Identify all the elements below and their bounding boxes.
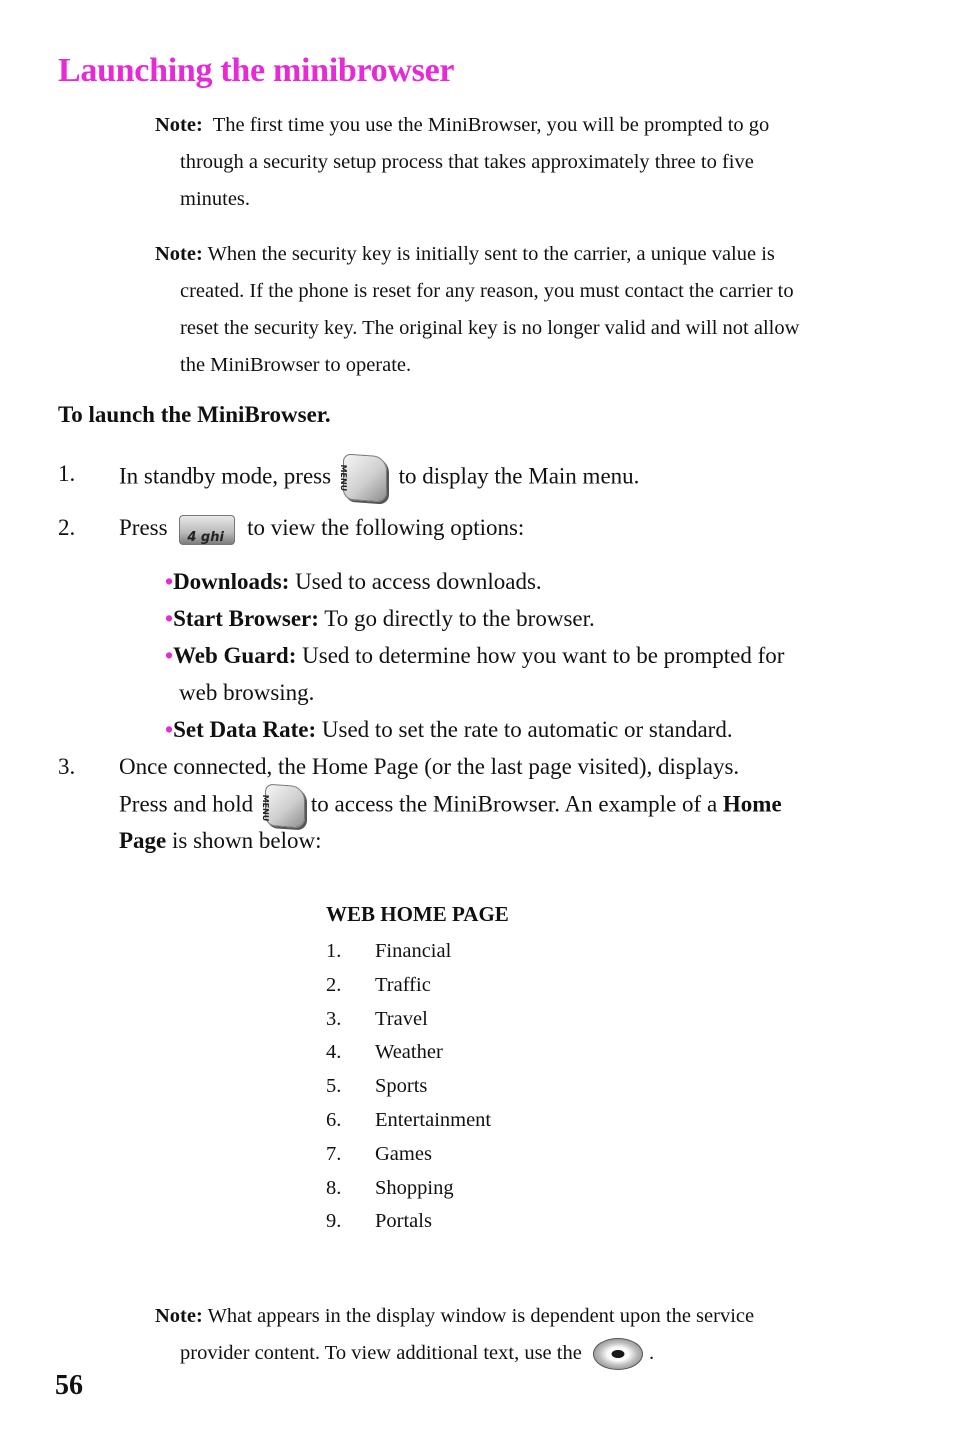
option-start-browser — [165, 600, 595, 637]
navigation-key-icon — [593, 1338, 643, 1370]
list-item-number: 6. — [326, 1109, 342, 1131]
note-text: When the security key is initially sent to the carrier, a unique value is — [207, 243, 775, 265]
4-key-icon — [179, 515, 235, 545]
list-item — [326, 1008, 626, 1038]
list-item-number: 7. — [326, 1142, 342, 1165]
list-item — [326, 1041, 626, 1071]
step-text: to access the MiniBrowser. An example of a — [310, 791, 718, 817]
note-text: The first time you use the MiniBrowser, you will be prompted to go — [212, 114, 770, 136]
menu-key-label: MENU — [338, 464, 348, 492]
note-text: reset the security key. The original key is no longer valid and will not allow — [180, 317, 800, 339]
note-label: Note: — [155, 243, 203, 265]
list-item — [326, 974, 626, 1004]
list-item-label: Weather — [375, 1041, 443, 1064]
step-text: to view the following options: — [247, 515, 525, 540]
note-text: What appears in the display window is dependent upon the service — [207, 1305, 755, 1327]
list-item-number: 5. — [326, 1075, 342, 1098]
option-text: Used to set the rate to automatic or standard. — [321, 717, 733, 742]
step-3 — [58, 748, 888, 868]
step-text: In standby mode, press — [119, 463, 332, 489]
note-text: minutes. — [180, 188, 251, 210]
option-label: Web Guard: — [173, 643, 297, 668]
option-web-guard — [165, 637, 885, 711]
page-number: 56 — [55, 1370, 83, 1401]
option-set-data-rate — [165, 711, 733, 748]
list-item — [326, 1210, 626, 1240]
list-item-number: 3. — [326, 1007, 342, 1030]
page-title: Launching the minibrowser — [58, 52, 455, 89]
note-text: created. If the phone is reset for any reason, you must contact the carrier to — [180, 280, 794, 302]
step-number: 1. — [58, 461, 76, 486]
option-downloads — [165, 563, 542, 600]
option-label: Set Data Rate: — [173, 717, 317, 742]
note-label: Note: — [155, 114, 203, 136]
step-text-bold: Page — [119, 828, 167, 853]
list-item — [326, 1143, 626, 1173]
bullet-icon: • — [165, 643, 174, 668]
note-text: provider content. To view additional text, use the — [180, 1342, 582, 1364]
step-text: Once connected, the Home Page (or the last page visited), displays. — [119, 754, 740, 779]
option-label: Downloads: — [173, 569, 290, 594]
list-item-label: Travel — [375, 1007, 428, 1030]
menu-key-icon — [338, 453, 387, 502]
step-text: is shown below: — [172, 828, 322, 853]
step-text: Press and hold — [119, 791, 254, 817]
step-text-bold: Home — [722, 791, 782, 817]
step-2 — [58, 509, 878, 549]
option-text: Used to determine how you want to be prompted for — [302, 643, 785, 668]
bullet-icon: • — [165, 606, 174, 631]
note-text: . — [648, 1342, 655, 1364]
list-item-number: 1. — [326, 940, 342, 962]
list-item-number: 4. — [326, 1041, 342, 1064]
list-item-number: 9. — [326, 1210, 342, 1233]
bullet-icon: • — [165, 569, 174, 594]
list-item-label: Sports — [375, 1075, 428, 1098]
note-display-window — [130, 1298, 885, 1372]
bullet-icon: • — [165, 717, 174, 742]
step-text: to display the Main menu. — [398, 463, 640, 489]
list-item-label: Games — [375, 1142, 432, 1165]
list-item-label: Financial — [375, 940, 452, 962]
list-item-label: Shopping — [375, 1176, 454, 1199]
menu-key-label: MENU — [260, 794, 270, 822]
option-text: Used to access downloads. — [295, 569, 542, 594]
list-item-label: Portals — [375, 1210, 432, 1233]
list-item-label: Traffic — [375, 973, 431, 996]
step-number: 3. — [58, 754, 76, 779]
note-text: the MiniBrowser to operate. — [180, 354, 412, 376]
note-security-key — [130, 236, 885, 384]
option-text-wrap: web browsing. — [179, 680, 315, 705]
step-1 — [58, 455, 878, 495]
option-label: Start Browser: — [173, 606, 319, 631]
list-item — [326, 1109, 626, 1139]
note-label: Note: — [155, 1305, 203, 1327]
step-text: Press — [119, 515, 168, 540]
4-key-label: 4 ghi — [187, 529, 224, 545]
list-item — [326, 1075, 626, 1105]
list-item — [326, 1177, 626, 1207]
option-text: To go directly to the browser. — [324, 606, 595, 631]
note-text: through a security setup process that takes approximately three to five — [180, 151, 754, 173]
list-item-label: Entertainment — [375, 1109, 492, 1131]
list-item — [326, 940, 626, 970]
web-home-title: WEB HOME PAGE — [326, 902, 509, 926]
note-first-use — [130, 107, 885, 218]
procedure-heading: To launch the MiniBrowser. — [58, 402, 331, 427]
step-number: 2. — [58, 515, 76, 540]
list-item-number: 8. — [326, 1176, 342, 1199]
list-item-number: 2. — [326, 973, 342, 996]
